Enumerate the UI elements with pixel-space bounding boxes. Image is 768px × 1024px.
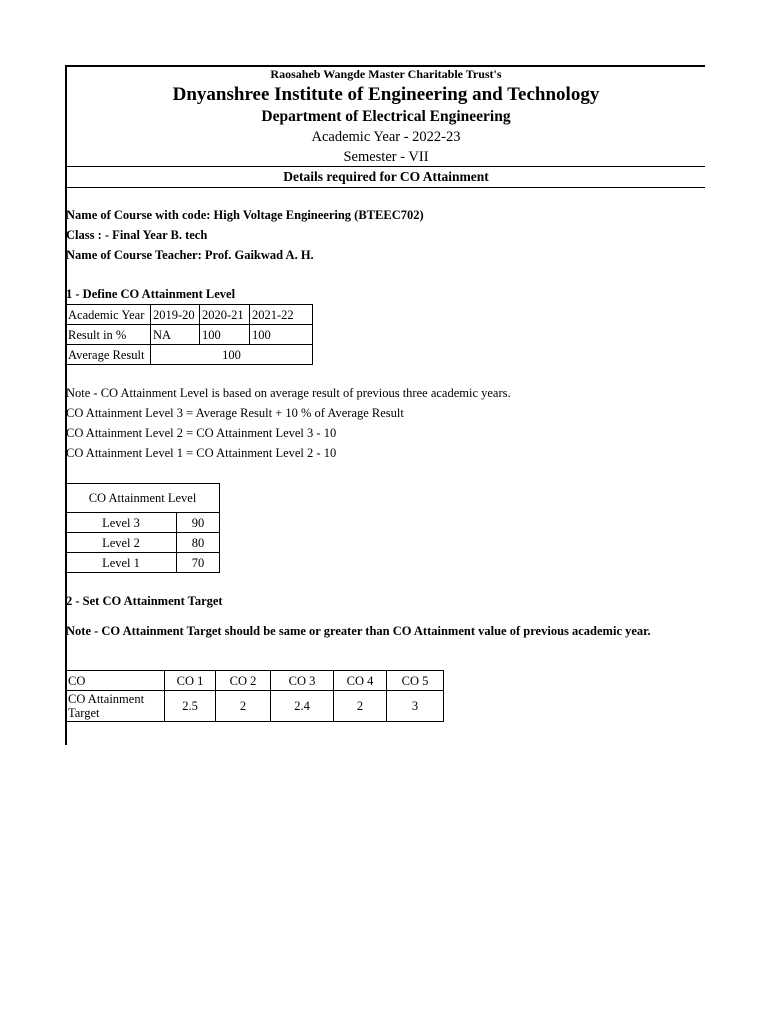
divider-details xyxy=(65,187,705,188)
table-cell: 2 xyxy=(334,691,387,722)
table-cell: 100 xyxy=(250,325,313,345)
level-value: 80 xyxy=(177,533,220,553)
table-cell: 3 xyxy=(387,691,444,722)
header-cell: Academic Year xyxy=(66,305,151,325)
section1-title: 1 - Define CO Attainment Level xyxy=(66,287,236,301)
header-cell: CO xyxy=(66,671,165,691)
note-line: CO Attainment Level 3 = Average Result + 10 % of Average Result xyxy=(66,406,404,420)
result-table xyxy=(65,304,313,365)
table-row xyxy=(66,671,444,691)
header-cell: CO 2 xyxy=(216,671,271,691)
note-line: CO Attainment Level 2 = CO Attainment Level 3 - 10 xyxy=(66,426,337,440)
table-row xyxy=(66,533,220,553)
academic-year: Academic Year - 2022-23 xyxy=(311,129,461,145)
header-cell: CO 5 xyxy=(387,671,444,691)
row-label: Result in % xyxy=(66,325,151,345)
table-cell: NA xyxy=(151,325,200,345)
table-row xyxy=(66,553,220,573)
trust-name: Raosaheb Wangde Master Charitable Trust's xyxy=(270,67,502,81)
level-label: Level 3 xyxy=(66,513,177,533)
table-row xyxy=(66,484,220,513)
section2-title: 2 - Set CO Attainment Target xyxy=(66,594,223,608)
row-label: CO Attainment Target xyxy=(66,691,165,722)
note-line: CO Attainment Level 1 = CO Attainment Level 2 - 10 xyxy=(66,446,337,460)
table-cell: 2.5 xyxy=(165,691,216,722)
row-label: Average Result xyxy=(66,345,151,365)
note-line: Note - CO Attainment Level is based on average result of previous three academic years. xyxy=(66,386,511,400)
level-label: Level 2 xyxy=(66,533,177,553)
attainment-level-table xyxy=(65,483,220,573)
table-row xyxy=(66,325,313,345)
level-table-title: CO Attainment Level xyxy=(66,484,220,513)
header-cell: CO 1 xyxy=(165,671,216,691)
department-name: Department of Electrical Engineering xyxy=(261,108,511,125)
table-row xyxy=(66,345,313,365)
table-row xyxy=(66,691,444,722)
table-row xyxy=(66,305,313,325)
semester: Semester - VII xyxy=(343,149,429,165)
header-cell: 2021-22 xyxy=(250,305,313,325)
attainment-target-table xyxy=(65,670,444,722)
level-value: 70 xyxy=(177,553,220,573)
header-cell: CO 3 xyxy=(271,671,334,691)
course-class: Class : - Final Year B. tech xyxy=(66,228,208,242)
header-cell: CO 4 xyxy=(334,671,387,691)
course-name: Name of Course with code: High Voltage Engineering (BTEEC702) xyxy=(66,208,424,222)
institute-name: Dnyanshree Institute of Engineering and Technology xyxy=(172,84,600,105)
average-value: 100 xyxy=(151,345,313,365)
table-cell: 100 xyxy=(200,325,250,345)
section2-note: Note - CO Attainment Target should be same or greater than CO Attainment value of previous academic year. xyxy=(66,624,651,638)
level-label: Level 1 xyxy=(66,553,177,573)
level-value: 90 xyxy=(177,513,220,533)
table-cell: 2 xyxy=(216,691,271,722)
header-cell: 2019-20 xyxy=(151,305,200,325)
details-title: Details required for CO Attainment xyxy=(283,169,489,184)
table-cell: 2.4 xyxy=(271,691,334,722)
header-cell: 2020-21 xyxy=(200,305,250,325)
table-row xyxy=(66,513,220,533)
course-teacher: Name of Course Teacher: Prof. Gaikwad A. H. xyxy=(66,248,314,262)
